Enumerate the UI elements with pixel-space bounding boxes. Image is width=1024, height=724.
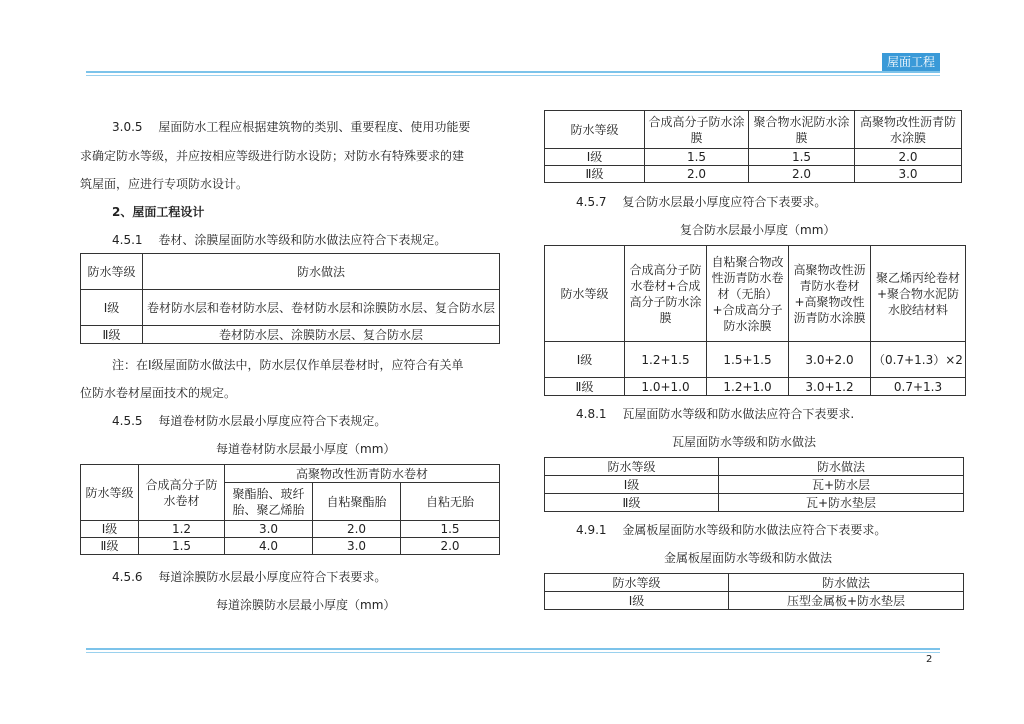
table-456-caption: 每道涂膜防水层最小厚度（mm）	[216, 598, 396, 612]
header-grade: 防水等级	[545, 458, 719, 476]
header-grade: 防水等级	[545, 111, 645, 149]
header-polymer-coating: 合成高分子防水涂膜	[645, 111, 749, 149]
clause-457: 4.5.7 复合防水层最小厚度应符合下表要求。	[576, 195, 827, 209]
cell: 3.0	[313, 538, 401, 555]
cell: 2.0	[313, 521, 401, 538]
cell: Ⅰ级	[545, 476, 719, 494]
footer-rule	[86, 648, 940, 650]
cell: Ⅰ级	[545, 342, 625, 378]
cell: Ⅱ级	[545, 378, 625, 396]
header-method: 防水做法	[719, 458, 964, 476]
page-number: 2	[926, 654, 933, 665]
cell: Ⅰ级	[81, 521, 139, 538]
clause-305-line1: 3.0.5 屋面防水工程应根据建筑物的类别、重要程度、使用功能要	[112, 120, 471, 134]
table-455	[80, 464, 500, 555]
header-rule-thin	[86, 75, 940, 76]
grade-1: Ⅰ级	[81, 290, 143, 326]
clause-481: 4.8.1 瓦屋面防水等级和防水做法应符合下表要求.	[576, 407, 855, 421]
header-self-adhesive-nobase: 自粘无胎	[401, 483, 500, 521]
note-line1: 注：在Ⅰ级屋面防水做法中，防水层仅作单层卷材时，应符合有关单	[112, 358, 464, 372]
footer-rule-thin	[86, 652, 940, 653]
method-1: 卷材防水层和卷材防水层、卷材防水层和涂膜防水层、复合防水层	[143, 290, 500, 326]
cell: 1.5	[749, 149, 855, 166]
cell: 2.0	[749, 166, 855, 183]
cell: 4.0	[225, 538, 313, 555]
cell: 3.0+1.2	[789, 378, 871, 396]
table-457	[544, 245, 966, 396]
note-line2: 位防水卷材屋面技术的规定。	[80, 386, 237, 400]
method-2: 卷材防水层、涂膜防水层、复合防水层	[143, 326, 500, 344]
cell: Ⅱ级	[81, 538, 139, 555]
header-method: 防水做法	[143, 254, 500, 290]
cell: Ⅰ级	[545, 592, 729, 610]
table-481	[544, 457, 964, 512]
clause-456: 4.5.6 每道涂膜防水层最小厚度应符合下表要求。	[112, 570, 387, 584]
cell: 瓦+防水层	[719, 476, 964, 494]
header-composite-2: 自粘聚合物改性沥青防水卷材（无胎）+合成高分子防水涂膜	[707, 246, 789, 342]
cell: Ⅰ级	[545, 149, 645, 166]
cell: 1.5	[139, 538, 225, 555]
header-composite-1: 合成高分子防水卷材+合成高分子防水涂膜	[625, 246, 707, 342]
section-tab: 屋面工程	[882, 53, 940, 71]
header-asphalt-coating: 高聚物改性沥青防水涂膜	[855, 111, 962, 149]
cell: 3.0+2.0	[789, 342, 871, 378]
cell: 1.2	[139, 521, 225, 538]
clause-305-line2: 求确定防水等级，并应按相应等级进行防水设防；对防水有特殊要求的建	[80, 149, 465, 163]
header-grade: 防水等级	[545, 246, 625, 342]
header-asphalt-membrane: 高聚物改性沥青防水卷材	[225, 465, 500, 483]
table-457-caption: 复合防水层最小厚度（mm）	[680, 223, 836, 237]
cell: 1.5	[401, 521, 500, 538]
header-polyester-base: 聚酯胎、玻纤胎、聚乙烯胎	[225, 483, 313, 521]
cell: 3.0	[855, 166, 962, 183]
cell: 3.0	[225, 521, 313, 538]
clause-455: 4.5.5 每道卷材防水层最小厚度应符合下表规定。	[112, 414, 387, 428]
header-grade: 防水等级	[81, 465, 139, 521]
clause-305-line3: 筑屋面，应进行专项防水设计。	[80, 177, 249, 191]
cell: 2.0	[855, 149, 962, 166]
cell: 2.0	[645, 166, 749, 183]
cell: 瓦+防水垫层	[719, 494, 964, 512]
header-composite-3: 高聚物改性沥青防水卷材+高聚物改性沥青防水涂膜	[789, 246, 871, 342]
table-451	[80, 253, 500, 344]
header-method: 防水做法	[729, 574, 964, 592]
header-self-adhesive-polyester: 自粘聚酯胎	[313, 483, 401, 521]
cell: 1.5	[645, 149, 749, 166]
table-455-caption: 每道卷材防水层最小厚度（mm）	[216, 442, 396, 456]
table-491	[544, 573, 964, 610]
header-cement-coating: 聚合物水泥防水涂膜	[749, 111, 855, 149]
header-grade: 防水等级	[545, 574, 729, 592]
header-grade: 防水等级	[81, 254, 143, 290]
cell: 1.5+1.5	[707, 342, 789, 378]
header-rule	[86, 71, 940, 73]
cell: Ⅱ级	[545, 494, 719, 512]
cell: 1.2+1.0	[707, 378, 789, 396]
table-456	[544, 110, 962, 183]
grade-2: Ⅱ级	[81, 326, 143, 344]
clause-491: 4.9.1 金属板屋面防水等级和防水做法应符合下表要求。	[576, 523, 887, 537]
cell: 压型金属板+防水垫层	[729, 592, 964, 610]
cell: 1.0+1.0	[625, 378, 707, 396]
clause-451: 4.5.1 卷材、涂膜屋面防水等级和防水做法应符合下表规定。	[112, 233, 447, 247]
table-481-caption: 瓦屋面防水等级和防水做法	[672, 435, 817, 449]
cell: 2.0	[401, 538, 500, 555]
cell: 0.7+1.3	[871, 378, 966, 396]
header-composite-4: 聚乙烯丙纶卷材+聚合物水泥防水胶结材料	[871, 246, 966, 342]
section-heading: 2、屋面工程设计	[112, 205, 205, 219]
cell: 1.2+1.5	[625, 342, 707, 378]
cell: Ⅱ级	[545, 166, 645, 183]
cell: （0.7+1.3）×2	[871, 342, 966, 378]
header-polymer-membrane: 合成高分子防水卷材	[139, 465, 225, 521]
table-491-caption: 金属板屋面防水等级和防水做法	[664, 551, 833, 565]
